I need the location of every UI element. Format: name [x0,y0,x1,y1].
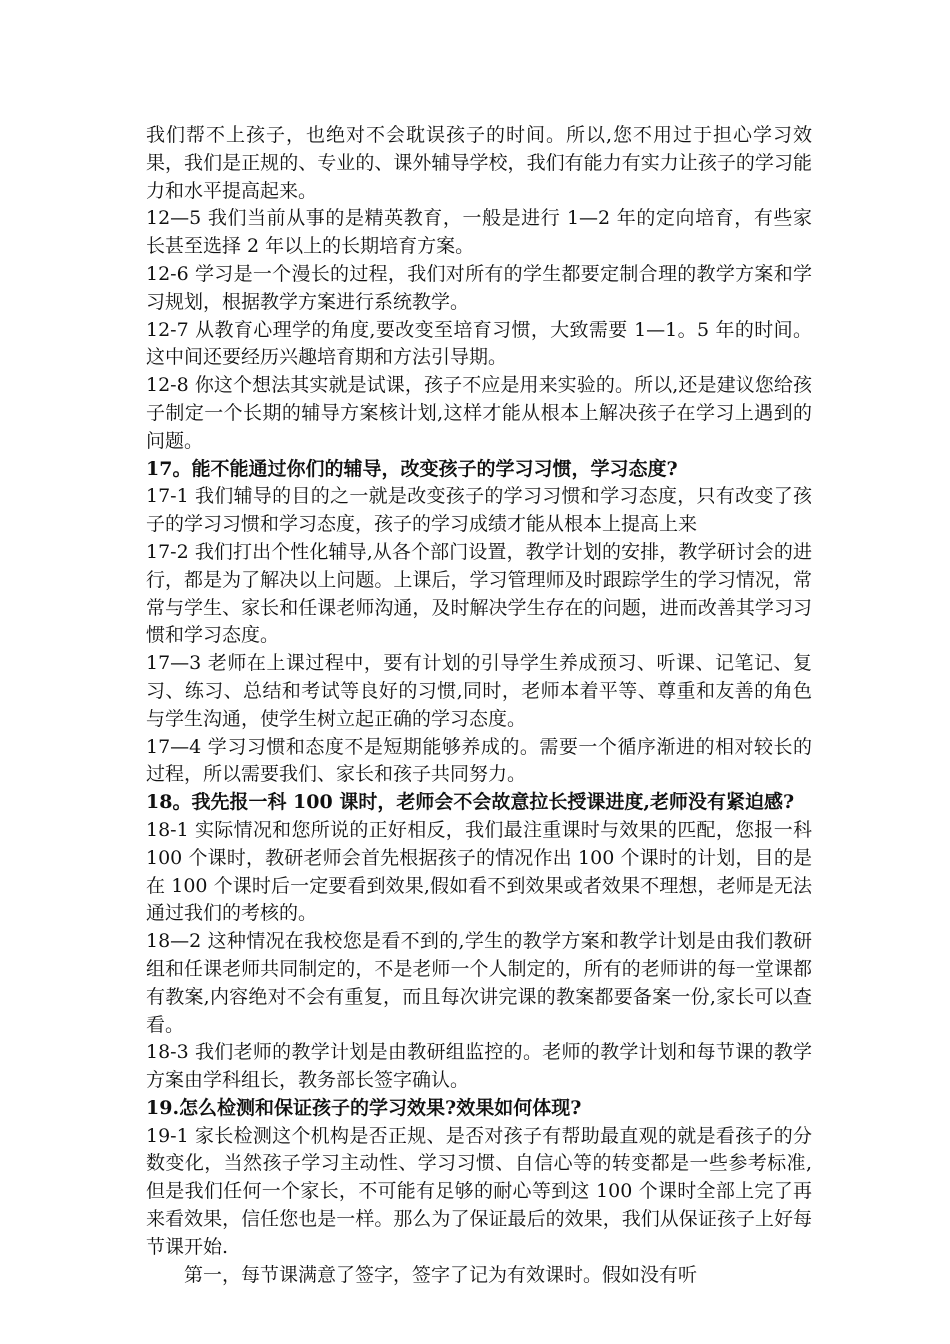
answer-17-4: 17—4 学习习惯和态度不是短期能够养成的。需要一个循序渐进的相对较长的过程，所以需要我们、家长和孩子共同努力。 [146,735,812,786]
answer-18-1: 18-1 实际情况和您所说的正好相反，我们最注重课时与效果的匹配，您报一科 100 个课时，教研老师会首先根据孩子的情况作出 100 个课时的计划，目的是在 100 个课时后一定要看到效果,假如看不到效果或者效果不理想，老师是无法通过我们的考核的。 [146,818,812,925]
paragraph-intro-continuation: 我们帮不上孩子，也绝对不会耽误孩子的时间。所以,您不用过于担心学习效果，我们是正规的、专业的、课外辅导学校，我们有能力有实力让孩子的学习能力和水平提高起来。 [146,124,812,202]
answer-19-1: 19-1 家长检测这个机构是否正规、是否对孩子有帮助最直观的就是看孩子的分数变化，当然孩子学习主动性、学习习惯、自信心等的转变都是一些参考标准,但是我们任何一个家长，不可能有足够的耐心等到这 100 个课时全部上完了再来看效果，信任您也是一样。那么为了保证最后的效果，我们从保证孩子上好每节课开始. [146,1124,812,1258]
question-19-heading: 19.怎么检测和保证孩子的学习效果?效果如何体现? [146,1096,582,1119]
question-17-heading: 17。能不能通过你们的辅导，改变孩子的学习习惯，学习态度? [146,457,678,480]
answer-12-5: 12—5 我们当前从事的是精英教育，一般是进行 1—2 年的定向培育，有些家长甚至选择 2 年以上的长期培育方案。 [146,207,812,258]
answer-12-8: 12-8 你这个想法其实就是试课，孩子不应是用来实验的。所以,还是建议您给孩子制定一个长期的辅导方案核计划,这样才能从根本上解决孩子在学习上遇到的问题。 [146,374,812,452]
answer-18-3: 18-3 我们老师的教学计划是由教研组监控的。老师的教学计划和每节课的教学方案由学科组长，教务部长签字确认。 [146,1041,812,1092]
answer-19-first-point: 第一，每节课满意了签字，签字了记为有效课时。假如没有听 [184,1263,698,1286]
answer-17-2: 17-2 我们打出个性化辅导,从各个部门设置，教学计划的安排，教学研讨会的进行，都是为了解决以上问题。上课后，学习管理师及时跟踪学生的学习情况，常常与学生、家长和任课老师沟通，及时解决学生存在的问题，进而改善其学习习惯和学习态度。 [146,540,812,647]
question-18-heading: 18。我先报一科 100 课时，老师会不会故意拉长授课进度,老师没有紧迫感? [146,791,795,814]
answer-18-2: 18—2 这种情况在我校您是看不到的,学生的教学方案和教学计划是由我们教研组和任课老师共同制定的，不是老师一个人制定的，所有的老师讲的每一堂课都有教案,内容绝对不会有重复，而且每次讲完课的教案都要备案一份,家长可以查看。 [146,930,812,1036]
answer-17-1: 17-1 我们辅导的目的之一就是改变孩子的学习习惯和学习态度，只有改变了孩子的学习习惯和学习态度，孩子的学习成绩才能从根本上提高上来 [146,485,812,536]
document-page [146,122,812,1289]
answer-17-3: 17—3 老师在上课过程中，要有计划的引导学生养成预习、听课、记笔记、复习、练习、总结和考试等良好的习惯,同时，老师本着平等、尊重和友善的角色与学生沟通，使学生树立起正确的学习态度。 [146,652,812,730]
answer-12-6: 12-6 学习是一个漫长的过程，我们对所有的学生都要定制合理的教学方案和学习规划，根据教学方案进行系统教学。 [146,262,812,313]
answer-12-7: 12-7 从教育心理学的角度,要改变至培育习惯，大致需要 1—1。5 年的时间。这中间还要经历兴趣培育期和方法引导期。 [146,318,812,369]
